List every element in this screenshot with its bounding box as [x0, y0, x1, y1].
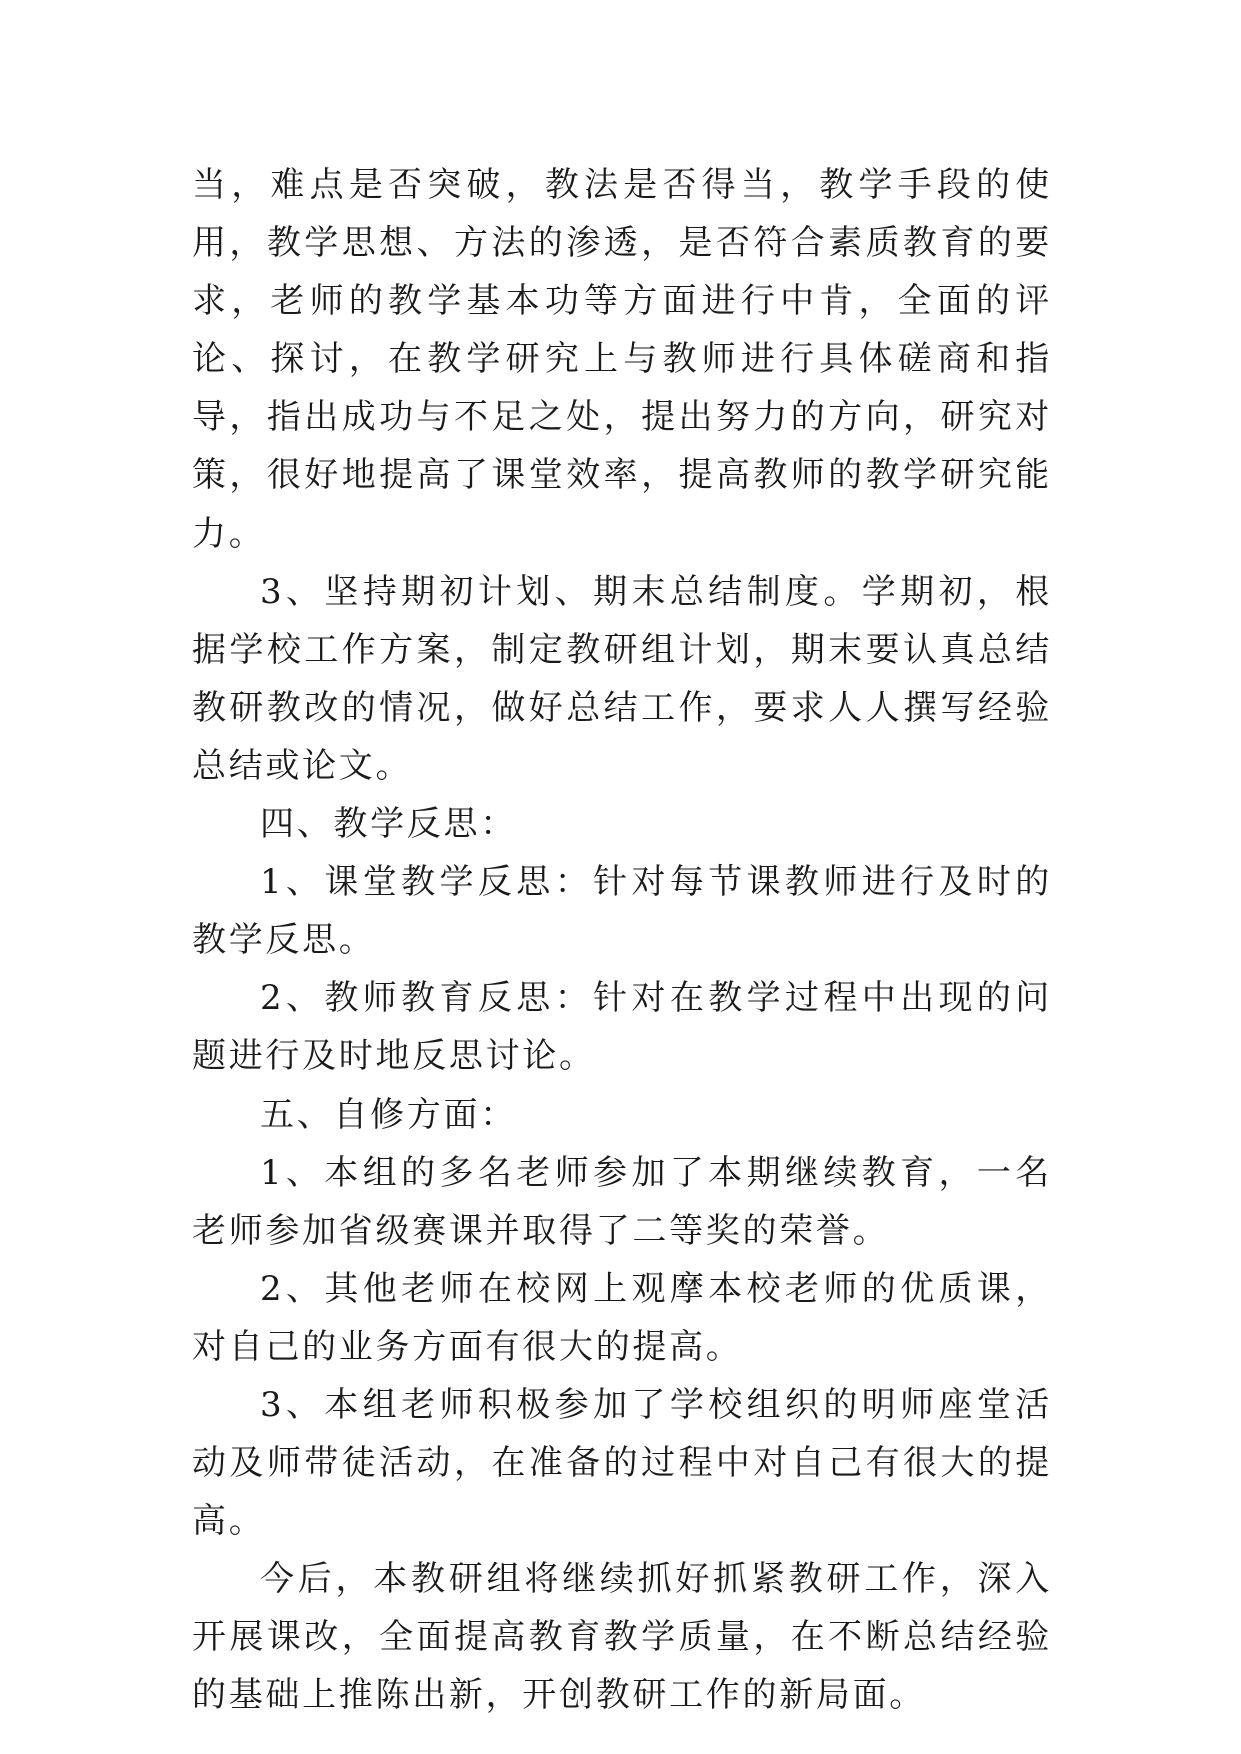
paragraph-conclusion: 今后，本教研组将继续抓好抓紧教研工作，深入开展课改，全面提高教育教学质量，在不断总结经验的基础上推陈出新，开创教研工作的新局面。 — [192, 1559, 1052, 1716]
document-body — [192, 156, 1052, 1725]
section-heading-self-study: 五、自修方面： — [260, 1094, 517, 1135]
paragraph-continuing-education: 1、本组的多名老师参加了本期继续教育，一名老师参加省级赛课并取得了二等奖的荣誉。 — [192, 1152, 1052, 1251]
paragraph-mentorship: 3、本组老师积极参加了学校组织的明师座堂活动及师带徒活动，在准备的过程中对自己有很大的提高。 — [192, 1384, 1052, 1542]
section-heading-teaching-reflection: 四、教学反思： — [260, 804, 517, 845]
paragraph-observation: 2、其他老师在校网上观摩本校老师的优质课，对自己的业务方面有很大的提高。 — [192, 1268, 1052, 1367]
paragraph-plan-summary-system: 3、坚持期初计划、期末总结制度。学期初，根据学校工作方案，制定教研组计划，期末要认真总结教研教改的情况，做好总结工作，要求人人撰写经验总结或论文。 — [192, 571, 1052, 786]
paragraph-teacher-reflection: 2、教师教育反思：针对在教学过程中出现的问题进行及时地反思讨论。 — [192, 978, 1052, 1077]
paragraph-evaluation-continued: 当，难点是否突破，教法是否得当，教学手段的使用，教学思想、方法的渗透，是否符合素质教育的要求，老师的教学基本功等方面进行中肯，全面的评论、探讨，在教学研究上与教师进行具体磋商和指导，指出成功与不足之处，提出努力的方向，研究对策，很好地提高了课堂效率，提高教师的教学研究能力。 — [192, 165, 1052, 554]
paragraph-classroom-reflection: 1、课堂教学反思：针对每节课教师进行及时的教学反思。 — [192, 862, 1052, 961]
